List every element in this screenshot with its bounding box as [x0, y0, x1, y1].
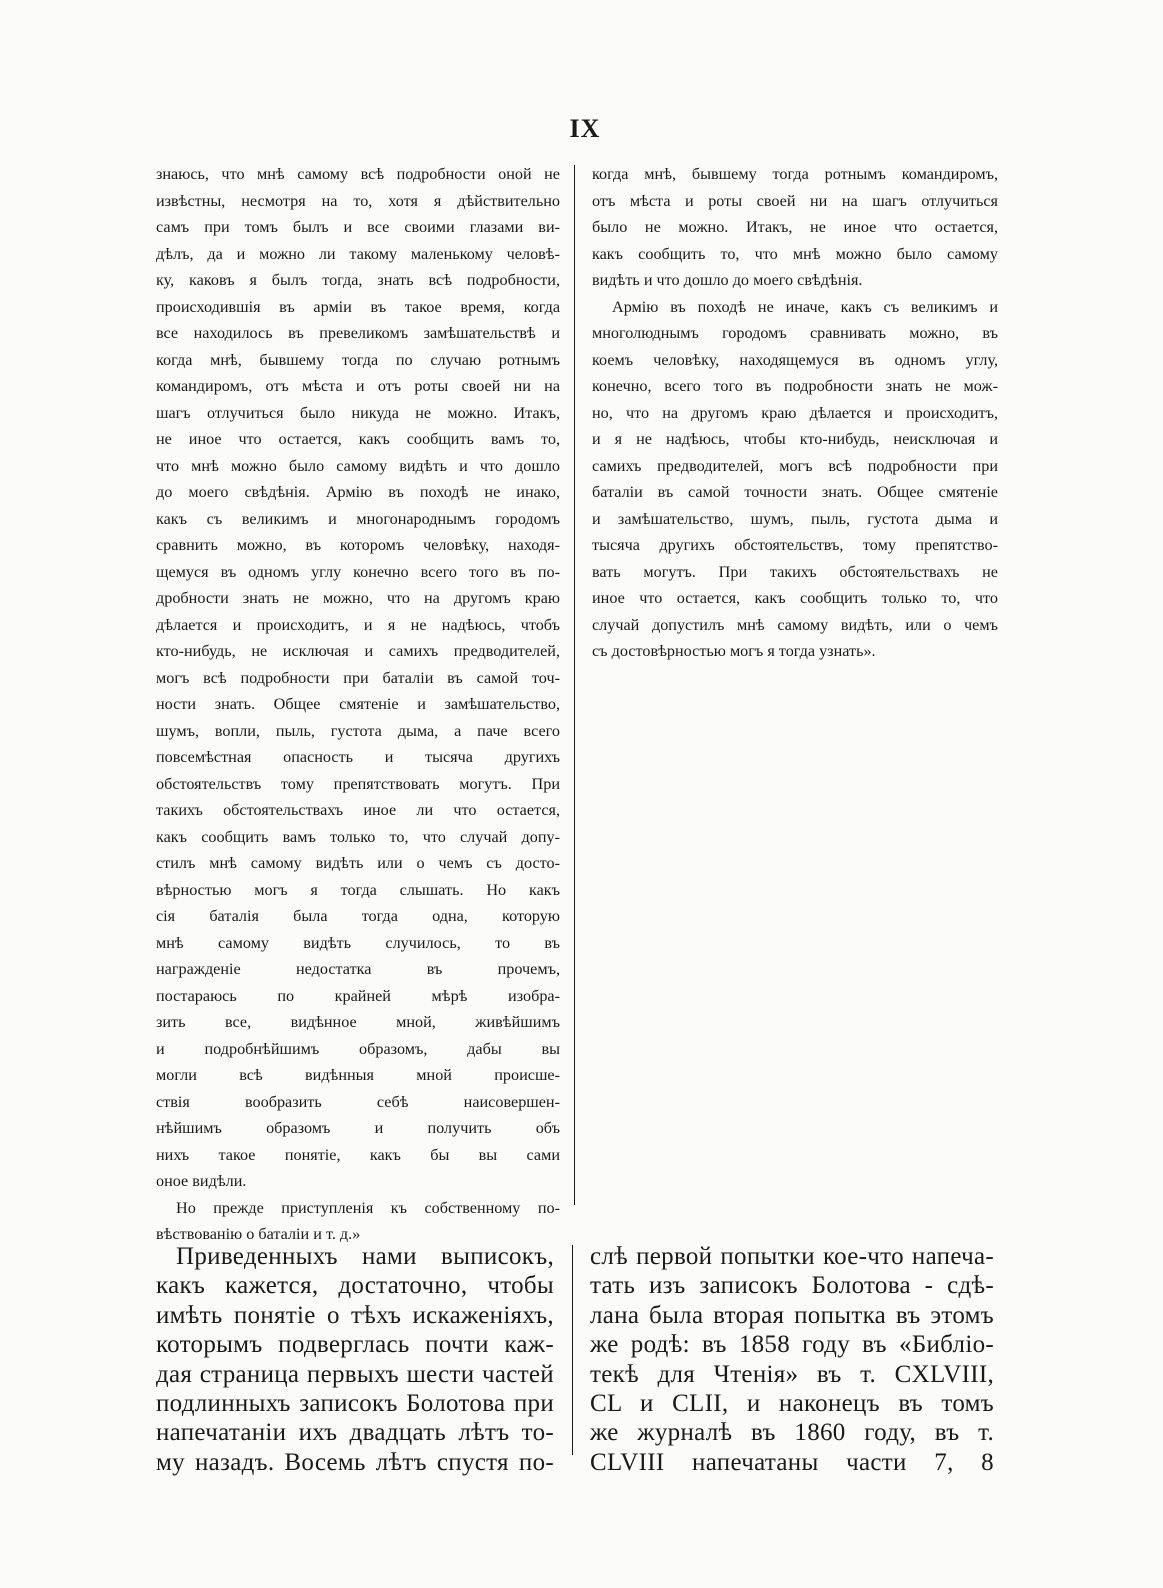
text-line: когда мнѣ, бывшему тогда ротнымъ командиромъ, — [592, 165, 998, 183]
text-line: CLVIII напечатаны части 7, 8 — [590, 1448, 994, 1476]
text-line: повсемѣстная опасность и тысяча другихъ — [156, 748, 560, 766]
text-line: самихъ предводителей, могъ всѣ подробности при — [592, 456, 998, 475]
text-line: же родѣ: въ 1858 году въ «Библіо- — [590, 1331, 994, 1359]
text-line: какъ сообщить вамъ только то, что случай допу- — [156, 827, 560, 846]
text-line: имѣть понятіе о тѣхъ искаженіяхъ, — [156, 1301, 554, 1329]
quote-column-right — [592, 161, 998, 665]
text-line: до моего свѣдѣнія. Армію въ походѣ не инако, — [156, 483, 560, 501]
text-line: сія баталія была тогда одна, которую — [156, 907, 560, 925]
text-line: такихъ обстоятельствахъ иное ли что остается, — [156, 801, 560, 819]
text-line: ности знать. Общее смятеніе и замѣшательство, — [156, 695, 560, 713]
text-line: происходившія въ арміи въ такое время, когда — [156, 297, 560, 316]
text-line: командиромъ, отъ мѣста и отъ роты своей ни на — [156, 377, 560, 395]
text-line: лана была вторая попытка въ этомъ — [590, 1301, 994, 1329]
text-line: иное что остается, какъ сообщить только то, что — [592, 589, 998, 607]
text-line: постараюсь по крайней мѣрѣ изобра- — [156, 986, 560, 1005]
text-line: обстоятельствъ тому препятствовать могутъ. При — [156, 774, 560, 793]
text-line: все находилось въ превеликомъ замѣшательствѣ и — [156, 324, 560, 342]
text-line: и подробнѣйшимъ образомъ, дабы вы — [156, 1039, 560, 1058]
text-line: сравнить можно, въ которомъ человѣку, находя- — [156, 536, 560, 554]
text-line: дѣлъ, да и можно ли такому маленькому человѣ- — [156, 244, 560, 263]
text-line: могъ всѣ подробности при баталіи въ самой точ- — [156, 668, 560, 687]
text-line: щемуся въ одномъ углу конечно всего того въ по- — [156, 562, 560, 581]
text-line: и я не надѣюсь, чтобы кто-нибудь, неисключая и — [592, 430, 998, 448]
text-line: было не можно. Итакъ, не иное что остается, — [592, 218, 998, 236]
text-line: тать изъ записокъ Болотова - сдѣ- — [590, 1272, 994, 1300]
text-line: тысяча другихъ обстоятельствъ, тому препятство- — [592, 536, 998, 554]
text-line: зить все, видѣнное мной, живѣйшимъ — [156, 1013, 560, 1031]
text-line: баталіи въ самой точности знать. Общее смятеніе — [592, 483, 998, 501]
text-line: шумъ, вопли, пыль, густота дыма, а паче всего — [156, 721, 560, 740]
text-line: му назадъ. Восемь лѣтъ спустя по- — [156, 1448, 554, 1476]
column-divider-top — [574, 165, 575, 1205]
text-line: дая страница первыхъ шести частей — [156, 1360, 554, 1388]
text-line: что мнѣ можно было самому видѣть и что дошло — [156, 456, 560, 475]
text-line: кто-нибудь, не исключая и самихъ предводителей, — [156, 642, 560, 660]
text-line: и замѣшательство, шумъ, пыль, густота дыма и — [592, 509, 998, 528]
text-line: конечно, всего того въ подробности знать не мож- — [592, 377, 998, 395]
text-line: шагъ отлучиться было никуда не можно. Итакъ, — [156, 403, 560, 422]
text-line: вать могутъ. При такихъ обстоятельствахъ не — [592, 562, 998, 581]
text-line: коемъ человѣку, находящемуся въ одномъ углу, — [592, 350, 998, 369]
text-line: какъ кажется, достаточно, чтобы — [156, 1272, 554, 1300]
text-line: награжденіе недостатка въ прочемъ, — [156, 960, 560, 978]
text-line: напечатаніи ихъ двадцать лѣтъ то- — [156, 1419, 554, 1447]
text-line: могли всѣ видѣнныя мной происше- — [156, 1066, 560, 1084]
text-line: какъ съ великимъ и многонароднымъ городомъ — [156, 509, 560, 528]
text-line: самъ при томъ былъ и все своими глазами ви- — [156, 218, 560, 236]
text-line: видѣть и что дошло до моего свѣдѣнія. — [592, 271, 863, 289]
text-line: мнѣ самому видѣть случилось, то въ — [156, 933, 560, 952]
text-line: вѣствованію о баталіи и т. д.» — [156, 1225, 361, 1243]
text-line: Приведенныхъ нами выписокъ, — [176, 1243, 554, 1270]
text-line: ку, каковъ я былъ тогда, знать всѣ подробности, — [156, 271, 560, 289]
text-line: текѣ для Чтенія» въ т. CXLVIII, — [590, 1360, 994, 1388]
text-line: которымъ подверглась почти каж- — [156, 1331, 554, 1359]
text-line: дѣлается и происходитъ, и я не надѣюсь, чтобъ — [156, 615, 560, 634]
text-line: нихъ такое понятіе, какъ бы вы сами — [156, 1145, 560, 1164]
text-line: извѣстны, несмотря на то, хотя я дѣйствительно — [156, 191, 560, 210]
quote-column-left — [156, 161, 560, 1248]
text-line: какъ сообщить то, что мнѣ можно было самому — [592, 244, 998, 263]
text-line: вѣрностью могъ я тогда слышать. Но какъ — [156, 880, 560, 899]
text-line: не иное что остается, какъ сообщить вамъ то, — [156, 430, 560, 448]
text-line: знаюсь, что мнѣ самому всѣ подробности оной не — [156, 165, 560, 183]
text-line: дробности знать не можно, что на другомъ краю — [156, 589, 560, 607]
text-line: ствія вообразить себѣ наисовершен- — [156, 1092, 560, 1111]
text-line: подлинныхъ записокъ Болотова при — [156, 1390, 554, 1418]
text-line: многолюднымъ городомъ сравнивать можно, въ — [592, 324, 998, 342]
text-line: Армію въ походѣ не иначе, какъ съ великимъ и — [612, 297, 998, 316]
text-line: CL и CLII, и наконецъ въ томъ — [590, 1390, 994, 1418]
text-line: оное видѣли. — [156, 1172, 247, 1190]
text-line: когда мнѣ, бывшему тогда по случаю ротнымъ — [156, 350, 560, 369]
text-line: же журналѣ въ 1860 году, въ т. — [590, 1419, 994, 1447]
body-column-right — [590, 1242, 994, 1477]
column-divider-bottom — [572, 1245, 573, 1455]
text-line: съ достовѣрностью могъ я тогда узнать». — [592, 642, 876, 660]
text-line: Но прежде приступленія къ собственному по- — [176, 1198, 560, 1217]
text-line: нѣйшимъ образомъ и получить объ — [156, 1119, 560, 1137]
body-column-left — [156, 1242, 554, 1477]
text-line: слѣ первой попытки кое-что напеча- — [590, 1243, 994, 1270]
text-line: стилъ мнѣ самому видѣть или о чемъ съ досто- — [156, 854, 560, 872]
text-line: отъ мѣста и роты своей ни на шагъ отлучиться — [592, 191, 998, 210]
page-number: IX — [569, 114, 601, 143]
text-line: но, что на другомъ краю дѣлается и происходитъ, — [592, 403, 998, 422]
text-line: случай допустилъ мнѣ самому видѣть, или о чемъ — [592, 615, 998, 634]
